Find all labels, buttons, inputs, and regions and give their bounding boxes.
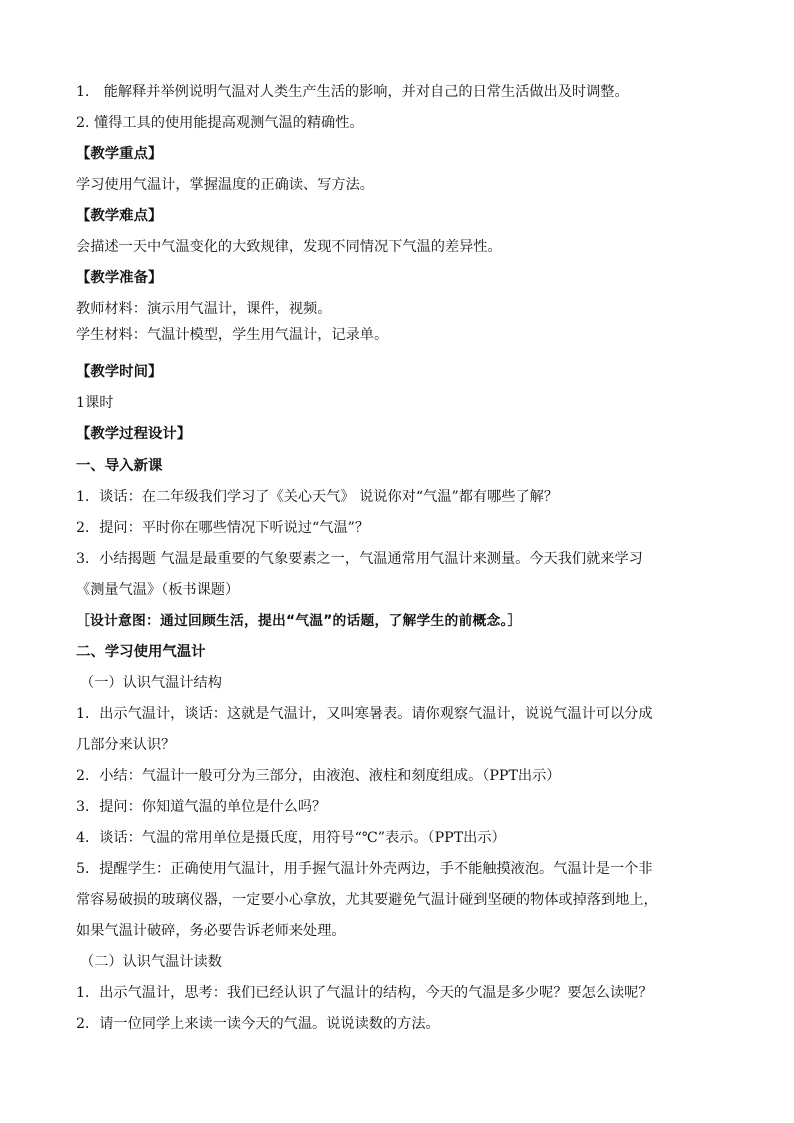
heading-preparation: 【教学准备】	[76, 270, 163, 286]
intro-step-2: 2．提问：平时你在哪些情况下听说过“气温”？	[76, 520, 370, 536]
design-intent: ［设计意图：通过回顾生活，提出“气温”的话题，了解学生的前概念。］	[76, 613, 522, 629]
structure-step-1-cont: 几部分来认识？	[76, 737, 176, 753]
reading-step-2: 2．请一位同学上来读一读今天的气温。说说读数的方法。	[76, 1016, 440, 1032]
objective-1: 1． 能解释并举例说明气温对人类生产生活的影响，并对自己的日常生活做出及时调整。	[76, 84, 629, 100]
teacher-materials: 教师材料：演示用气温计，课件，视频。	[76, 301, 332, 317]
structure-step-5-cont-2: 如果气温计破碎，务必要告诉老师来处理。	[76, 923, 346, 939]
reading-step-1: 1．出示气温计，思考：我们已经认识了气温计的结构，今天的气温是多少呢？要怎么读呢？	[76, 985, 653, 1001]
key-points-text: 学习使用气温计，掌握温度的正确读、写方法。	[76, 177, 374, 193]
time-text: 1课时	[76, 395, 114, 411]
section-intro-title: 一、导入新课	[76, 458, 163, 474]
heading-process: 【教学过程设计】	[76, 426, 192, 442]
structure-step-5-cont-1: 常容易破损的玻璃仪器，一定要小心拿放，尤其要避免气温计碰到坚硬的物体或掉落到地上，	[76, 892, 658, 908]
heading-difficulties: 【教学难点】	[76, 208, 163, 224]
structure-step-1: 1．出示气温计，谈话：这就是气温计，又叫寒暑表。请你观察气温计，说说气温计可以分成	[76, 706, 653, 722]
objective-2: 2. 懂得工具的使用能提高观测气温的精确性。	[76, 115, 364, 131]
intro-step-3: 3．小结揭题 气温是最重要的气象要素之一，气温通常用气温计来测量。今天我们就来学习	[76, 551, 643, 567]
structure-step-4: 4．谈话：气温的常用单位是摄氏度，用符号“℃”表示。（PPT出示）	[76, 830, 506, 846]
subsection-reading: （二）认识气温计读数	[80, 954, 222, 970]
intro-step-1: 1．谈话：在二年级我们学习了《关心天气》 说说你对“气温”都有哪些了解？	[76, 489, 559, 505]
structure-step-3: 3．提问：你知道气温的单位是什么吗？	[76, 799, 327, 815]
difficulties-text: 会描述一天中气温变化的大致规律，发现不同情况下气温的差异性。	[76, 239, 502, 255]
section-thermometer-title: 二、学习使用气温计	[76, 644, 206, 660]
structure-step-5: 5．提醒学生：正确使用气温计，用手握气温计外壳两边，手不能触摸液泡。气温计是一个非	[76, 861, 653, 877]
heading-key-points: 【教学重点】	[76, 146, 163, 162]
heading-time: 【教学时间】	[76, 364, 163, 380]
intro-step-3-cont: 《测量气温》（板书课题）	[76, 582, 240, 598]
subsection-structure: （一）认识气温计结构	[80, 675, 222, 691]
structure-step-2: 2．小结：气温计一般可分为三部分，由液泡、液柱和刻度组成。（PPT出示）	[76, 768, 561, 784]
student-materials: 学生材料：气温计模型，学生用气温计，记录单。	[76, 327, 389, 343]
